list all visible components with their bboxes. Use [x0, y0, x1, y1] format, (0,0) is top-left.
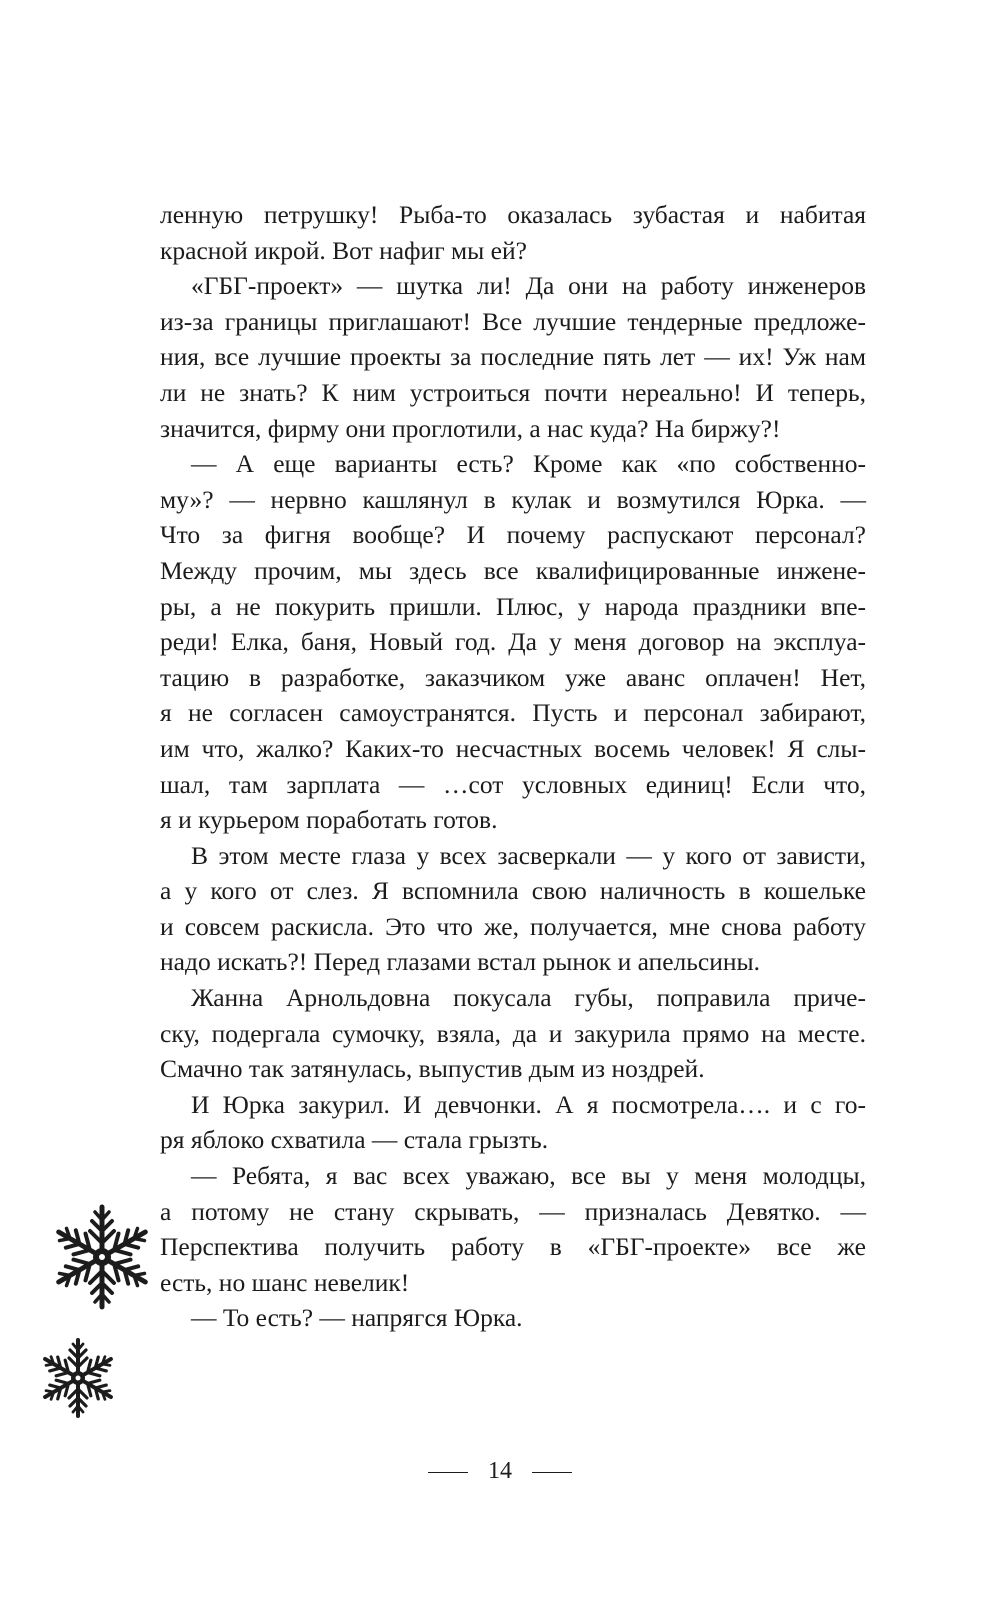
text-line: «ГБГ-проект» — шутка ли! Да они на работу инженеров [191, 271, 866, 301]
footer-dash-left [428, 1472, 468, 1473]
text-line: я не согласен самоустранятся. Пусть и персонал забирают, [160, 698, 866, 728]
text-line: В этом месте глаза у всех засверкали — у кого от зависти, [191, 840, 866, 870]
text-line: ленную петрушку! Рыба-то оказалась зубастая и набитая [160, 200, 866, 229]
text-line: Между прочим, мы здесь все квалифицированные инжене- [160, 555, 866, 585]
text-line: реди! Елка, баня, Новый год. Да у меня договор на эксплуа- [160, 627, 866, 657]
text-line: надо искать?! Перед глазами встал рынок и апельсины. [160, 947, 761, 977]
text-line: — То есть? — напрягся Юрка. [191, 1303, 523, 1333]
text-line: Перспектива получить работу в «ГБГ-проекте» все же [160, 1232, 866, 1262]
text-line: му»? — нервно кашлянул в кулак и возмутился Юрка. — [160, 484, 866, 514]
text-line: ры, а не покурить пришли. Плюс, у народа праздники впе- [160, 591, 866, 621]
footer-dash-right [532, 1472, 572, 1473]
text-line: красной икрой. Вот нафиг мы ей? [160, 235, 527, 265]
text-line: из-за границы приглашают! Все лучшие тендерные предложе- [160, 306, 866, 336]
text-line: я и курьером поработать готов. [160, 805, 498, 835]
text-line: а у кого от слез. Я вспомнила свою наличность в кошельке [160, 876, 866, 906]
text-line: Смачно так затянулась, выпустив дым из ноздрей. [160, 1054, 705, 1084]
page-footer [0, 1457, 1000, 1485]
text-line: им что, жалко? Каких-то несчастных восемь человек! Я слы- [160, 733, 866, 763]
page-number: 14 [488, 1458, 512, 1484]
snowflake-icon-large [50, 1203, 154, 1311]
text-line: есть, но шанс невелик! [160, 1267, 410, 1297]
text-line: ску, подергала сумочку, взяла, да и закурила прямо на месте. [160, 1018, 866, 1048]
text-line: ния, все лучшие проекты за последние пять лет — их! Уж нам [160, 342, 866, 372]
text-line: — А еще варианты есть? Кроме как «по собственно- [191, 449, 866, 479]
text-line: ря яблоко схватила — стала грызть. [160, 1125, 549, 1155]
snowflake-icon [38, 1336, 118, 1420]
text-line: значится, фирму они проглотили, а нас куда? На биржу?! [160, 413, 781, 443]
text-line: Что за фигня вообще? И почему распускают персонал? [160, 520, 866, 550]
text-line: Жанна Арнольдовна покусала губы, поправила приче- [191, 983, 866, 1013]
text-line: — Ребята, я вас всех уважаю, все вы у меня молодцы, [191, 1161, 866, 1191]
snowflake-icon-small [38, 1336, 118, 1420]
text-line: тацию в разработке, заказчиком уже аванс оплачен! Нет, [160, 662, 866, 692]
book-page-text [160, 197, 866, 1336]
text-line: ли не знать? К ним устроиться почти нереально! И теперь, [160, 377, 866, 407]
text-line: И Юрка закурил. И девчонки. А я посмотрела…. и с го- [191, 1089, 866, 1119]
text-line: и совсем раскисла. Это что же, получается, мне снова работу [160, 911, 866, 941]
text-line: шал, там зарплата — …сот условных единиц! Если что, [160, 769, 866, 799]
text-line: а потому не стану скрывать, — призналась Девятко. — [160, 1196, 866, 1226]
snowflake-icon [50, 1203, 154, 1311]
